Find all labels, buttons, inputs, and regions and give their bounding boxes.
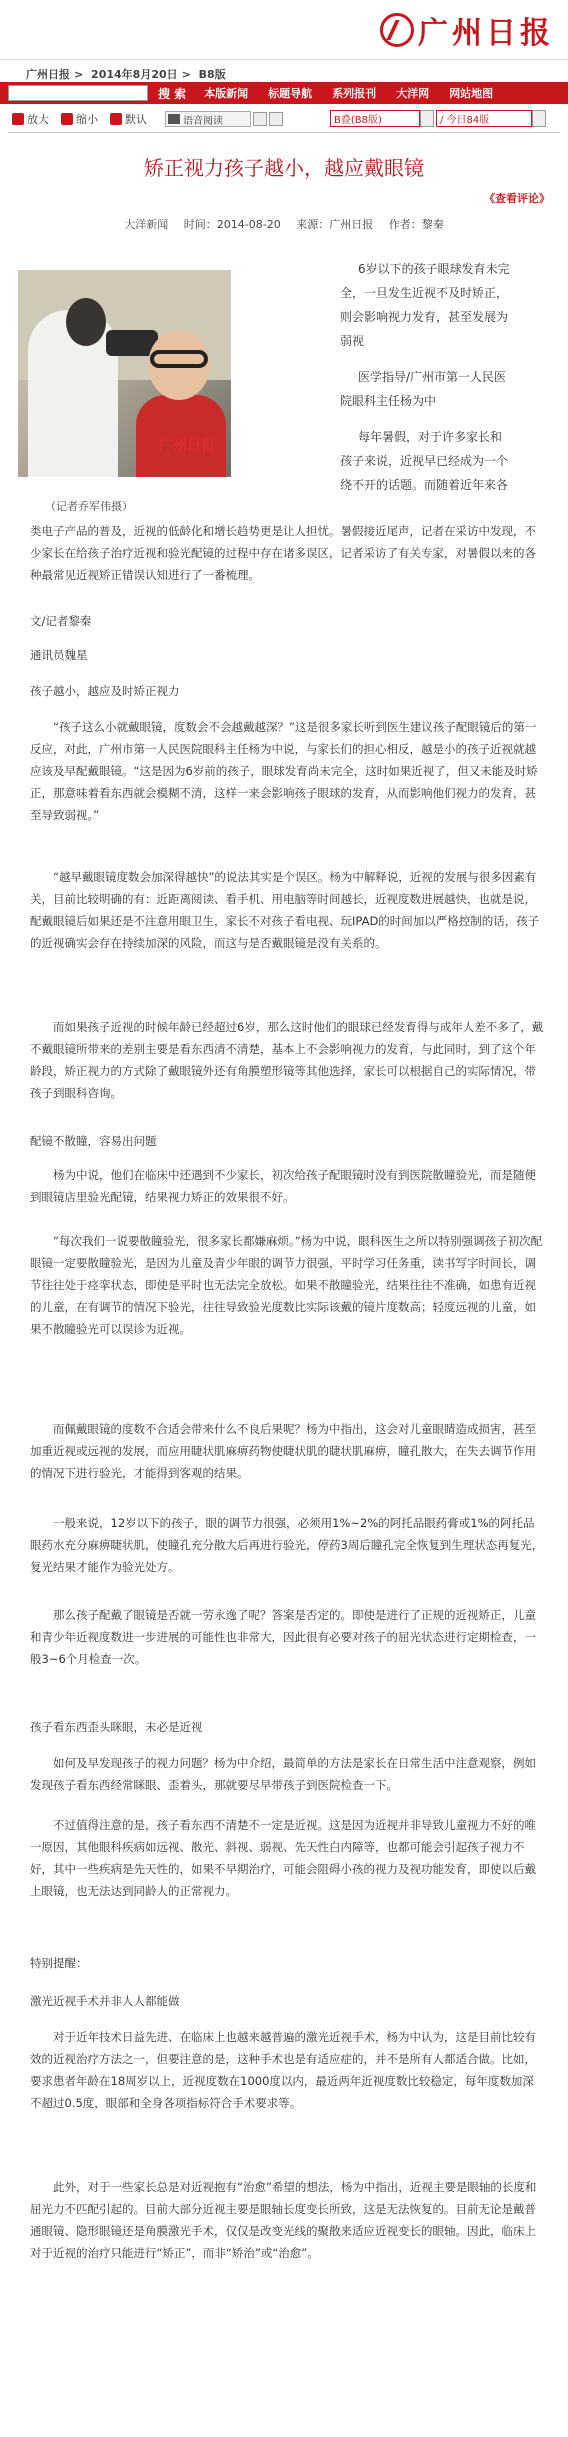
section-heading: 孩子看东西歪头眯眼，未必是近视 <box>30 1720 203 1734</box>
photo-watermark: 广州日报 <box>159 438 215 454</box>
article-paragraph: 此外，对于一些家长总是对近视抱有“治愈”希望的想法，杨为中指出，近视主要是眼轴的长度和屈光力不匹配引起的。目前大部分近视主要是眼轴长度变长所致，这是无法恢复的。目前无论是戴普通眼镜、隐形眼镜还是角膜激光手术，仅仅是改变光线的聚散来适应近视变长的眼轴。因此，临床上对于近视的治疗只能进行“矫正”，而非“矫治”或“治愈”。 <box>30 2180 537 2260</box>
article-paragraph: 类电子产品的普及，近视的低龄化和增长趋势更是让人担忧。暑假接近尾声，记者在采访中发现，不少家长在给孩子治疗近视和验光配镜的过程中存在诸多误区，记者采访了有关专家，对暑假以来的各种最常见近视矫正错误认知进行了一番梳理。 <box>30 524 536 582</box>
article-paragraph: 那么孩子配戴了眼镜是否就一劳永逸了呢？答案是否定的。即使是进行了正规的近视矫正，儿童和青少年近视度数进一步进展的可能性也非常大，因此很有必要对孩子的屈光状态进行定期检查，一般3~6个月检查一次。 <box>30 1608 536 1666</box>
edition-select-arrow[interactable] <box>420 110 434 127</box>
byline-origin: 来源：广州日报 <box>296 218 374 231</box>
voice-stop-button[interactable] <box>269 112 283 126</box>
article-paragraph: 而如果孩子近视的时候年龄已经超过6岁，那么这时他们的眼球已经发育得与成年人差不多了，戴不戴眼镜所带来的差别主要是看东西清不清楚，基本上不会影响视力的发育，与此同时，到了这个年龄段，矫正视力的方式除了戴眼镜外还有角膜塑形镜等其他选择，家长可以根据自己的实际情况，带孩子到眼科咨询。 <box>30 1020 544 1100</box>
body-line: 绕不开的话题。而随着近年来各 <box>340 478 509 492</box>
article-title: 矫正视力孩子越小，越应戴眼镜 <box>144 156 424 180</box>
toolbar-divider <box>8 132 560 133</box>
newspaper-logo[interactable] <box>380 8 554 52</box>
edition-select[interactable]: B叠(B8版) <box>330 110 420 127</box>
search-input[interactable] <box>8 85 148 101</box>
page-select-arrow[interactable] <box>532 110 546 127</box>
nav-link-sitemap[interactable]: 网站地图 <box>449 87 494 100</box>
logo-text: 广州日报 <box>418 16 554 51</box>
zoom-out-icon <box>61 113 73 125</box>
nav-link-title-nav[interactable]: 标题导航 <box>268 87 313 100</box>
article-paragraph: “越早戴眼镜度数会加深得越快”的说法其实是个误区。杨为中解释说，近视的发展与很多因素有关，目前比较明确的有：近距离阅读、看手机、用电脑等时间越长，近视度数进展越快，也就是说，配戴眼镜后如果还是不注意用眼卫生，家长不对孩子看电视、玩IPAD的时间加以严格控制的话，孩子的近视确实会存在持续加深的风险，而这与是否戴眼镜是没有关系的。 <box>30 870 540 950</box>
breadcrumb-date[interactable]: 2014年8月20日 <box>91 68 178 81</box>
voice-read-label: 语音阅读 <box>183 115 223 127</box>
byline-author: 作者：黎秦 <box>388 218 444 231</box>
article-paragraph: “孩子这么小就戴眼镜，度数会不会越戴越深？”这是很多家长听到医生建议孩子配眼镜后的第一反应，对此，广州市第一人民医院眼科主任杨为中说，与家长们的担心相反，越是小的孩子近视就越应该及早配戴眼镜。“这是因为6岁前的孩子，眼球发育尚未完全，这时如果近视了，但又未能及时矫正，那意味着看东西就会模糊不清，这样一来会影响孩子眼球的发育，从而影响他们视力的发育，甚至导致弱视。” <box>30 720 538 822</box>
body-line: 孩子来说，近视早已经成为一个 <box>340 454 509 468</box>
article-paragraph: 对于近年技术日益先进、在临床上也越来越普遍的激光近视手术，杨为中认为，这是目前比较有效的近视治疗方法之一，但要注意的是，这种手术也是有适应症的，并不是所有人都适合做。比如，要求患者年龄在18周岁以上，近视度数在1000度以内，最近两年近视度数比较稳定，每年度数加深不超过0.5度，眼部和全身各项指标符合手术要求等。 <box>30 2030 536 2110</box>
photo-caption: （记者乔军伟摄） <box>45 500 133 513</box>
zoom-in-button[interactable] <box>12 111 49 127</box>
breadcrumb-page[interactable]: B8版 <box>198 68 226 81</box>
nav-link-page-news[interactable]: 本版新闻 <box>204 87 249 100</box>
body-line: 每年暑假，对于许多家长和 <box>358 430 503 444</box>
intro-line: 6岁以下的孩子眼球发育未完 <box>358 262 510 276</box>
intro-line: 则会影响视力发育，甚至发展为 <box>340 310 509 324</box>
special-reminder-heading: 特别提醒： <box>30 1956 88 1970</box>
article-paragraph: 杨为中说，他们在临床中还遇到不少家长，初次给孩子配眼镜时没有到医院散瞳验光，而是随便到眼镜店里验光配镜，结果视力矫正的效果很不好。 <box>30 1168 536 1204</box>
intro-line: 弱视 <box>340 334 365 348</box>
page-select[interactable]: / 今日84版 <box>436 110 532 127</box>
top-nav-bar <box>0 82 568 104</box>
byline-source: 大洋新闻 <box>124 218 169 231</box>
intro-line: 全，一旦发生近视不及时矫正， <box>340 286 509 300</box>
article-byline <box>0 216 568 232</box>
search-button[interactable]: 搜 索 <box>158 86 187 101</box>
zoom-out-label: 缩小 <box>76 113 98 126</box>
article-paragraph: 一般来说，12岁以下的孩子，眼的调节力很强，必须用1%~2%的阿托品眼药膏或1%的阿托品眼药水充分麻痹睫状肌，使瞳孔充分散大后再进行验光，停药3周后瞳孔完全恢复到生理状态再复光，复光结果才能作为验光处方。 <box>30 1516 544 1574</box>
breadcrumb: 广州日报 > 2014年8月20日 > B8版 <box>26 68 226 81</box>
article-paragraph: 不过值得注意的是，孩子看东西不清楚不一定是近视。这是因为近视并非导致儿童视力不好的唯一原因，其他眼科疾病如远视、散光、斜视、弱视、先天性白内障等，也都可能会引起孩子视力不好，其中一些疾病是先天性的，如果不早期治疗，可能会阻碍小孩的视力及视功能发育，即使以后戴上眼镜，也无法达到同龄人的正常视力。 <box>30 1818 536 1898</box>
zoom-in-icon <box>12 113 24 125</box>
default-size-icon <box>110 113 122 125</box>
article-paragraph: 如何及早发现孩子的视力问题？杨为中介绍，最简单的方法是家长在日常生活中注意观察，例如发现孩子看东西经常眯眼、歪着头，那就要尽早带孩子到医院检查一下。 <box>30 1756 536 1792</box>
section-heading: 配镜不散瞳，容易出问题 <box>30 1134 157 1148</box>
article-paragraph: “每次我们一说要散瞳验光，很多家长都嫌麻烦。”杨为中说，眼科医生之所以特别强调孩子初次配眼镜一定要散瞳验光，是因为儿童及青少年眼的调节力很强，平时学习任务重，读书写字时间长，调节往往处于痉挛状态，即使是平时也无法完全放松。如果不散瞳验光，结果往往不准确，如患有近视的儿童，在有调节的情况下验光，往往导致验光度数比实际该戴的镜片度数高；轻度远视的儿童，如果不散瞳验光可以误诊为近视。 <box>30 1234 543 1336</box>
byline-time: 时间：2014-08-20 <box>183 218 281 231</box>
voice-read-button[interactable] <box>165 111 251 127</box>
section-heading: 孩子越小，越应及时矫正视力 <box>30 684 180 698</box>
zoom-in-label: 放大 <box>27 113 49 126</box>
article-paragraph: 而佩戴眼镜的度数不合适会带来什么不良后果呢？杨为中指出，这会对儿童眼睛造成损害，甚至加重近视或远视的发展，而应用睫状肌麻痹药物使睫状肌的睫状肌麻痹，瞳孔散大，在失去调节作用的情况下进行验光，才能得到客观的结果。 <box>30 1422 536 1480</box>
speaker-icon <box>168 114 180 124</box>
view-comments-link[interactable]: 《查看评论》 <box>484 192 550 205</box>
zoom-out-button[interactable] <box>61 111 98 127</box>
article-photo <box>18 270 231 477</box>
voice-play-button[interactable] <box>253 112 267 126</box>
masthead <box>0 0 568 60</box>
reading-toolbar <box>0 108 568 130</box>
default-size-label: 默认 <box>125 113 147 126</box>
section-heading: 激光近视手术并非人人都能做 <box>30 1994 180 2008</box>
default-size-button[interactable] <box>110 111 147 127</box>
logo-mark-icon <box>380 13 414 47</box>
expert-line: 院眼科主任杨为中 <box>340 394 437 408</box>
correspondent-credit: 通讯员魏星 <box>30 648 88 662</box>
breadcrumb-paper[interactable]: 广州日报 <box>26 68 70 81</box>
reporter-credit: 文/记者黎秦 <box>30 614 92 628</box>
expert-line: 医学指导/广州市第一人民医 <box>358 370 507 384</box>
nav-link-series[interactable]: 系列报刊 <box>332 87 377 100</box>
nav-link-dayoo[interactable]: 大洋网 <box>396 87 430 100</box>
